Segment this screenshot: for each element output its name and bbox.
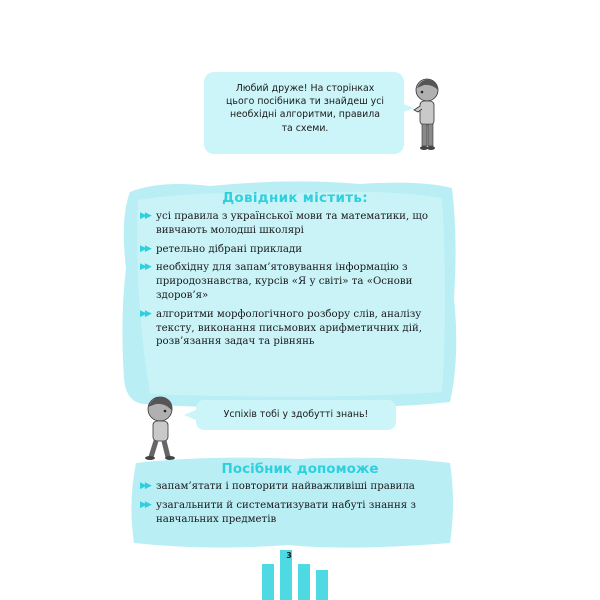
intro-line: цього посібника ти знайдеш усі xyxy=(226,96,384,108)
intro-line: та схеми. xyxy=(281,122,329,134)
intro-line: необхідні алгоритми, правила xyxy=(230,109,380,121)
page-number-bars xyxy=(262,550,328,600)
helps-title: Посібник допоможе xyxy=(221,461,379,477)
double-chevron-icon: ▶▶ xyxy=(140,262,150,273)
double-chevron-icon: ▶▶ xyxy=(140,243,150,254)
walking-boy-icon xyxy=(140,395,180,461)
success-text: Успіхів тобі у здобутті знань! xyxy=(223,409,369,420)
double-chevron-icon: ▶▶ xyxy=(140,211,150,221)
double-chevron-icon: ▶▶ xyxy=(140,308,150,319)
double-chevron-icon: ▶▶ xyxy=(140,481,150,491)
contents-list xyxy=(140,210,445,354)
page-number: 3 xyxy=(286,551,292,560)
intro-text xyxy=(212,82,398,135)
list-item: ▶▶ узагальнити й систематизувати набуті знання з навчальних предметів xyxy=(140,499,416,525)
boy-illustration-icon xyxy=(410,76,442,152)
double-chevron-icon: ▶▶ xyxy=(140,499,150,510)
intro-line: Любий друже! На сторінках xyxy=(235,83,375,94)
list-item: ▶▶ алгоритми морфологічного розбору слів, аналізу тексту, виконання письмових арифметичних дій, розв’язання задач та рівнянь xyxy=(140,308,422,348)
list-item: ▶▶ усі правила з української мови та математики, що вивчають молодші школярі xyxy=(140,211,429,236)
list-item: ▶▶ необхідну для запам’ятовування інформацію з природознавства, курсів «Я у світі» та «Основи здоров’я» xyxy=(140,262,413,301)
helps-list xyxy=(140,480,445,531)
list-item: ▶▶ ретельно дібрані приклади xyxy=(140,243,303,255)
contents-title: Довідник містить: xyxy=(222,190,368,206)
list-item: ▶▶ запам’ятати і повторити найважливіші правила xyxy=(140,481,415,492)
